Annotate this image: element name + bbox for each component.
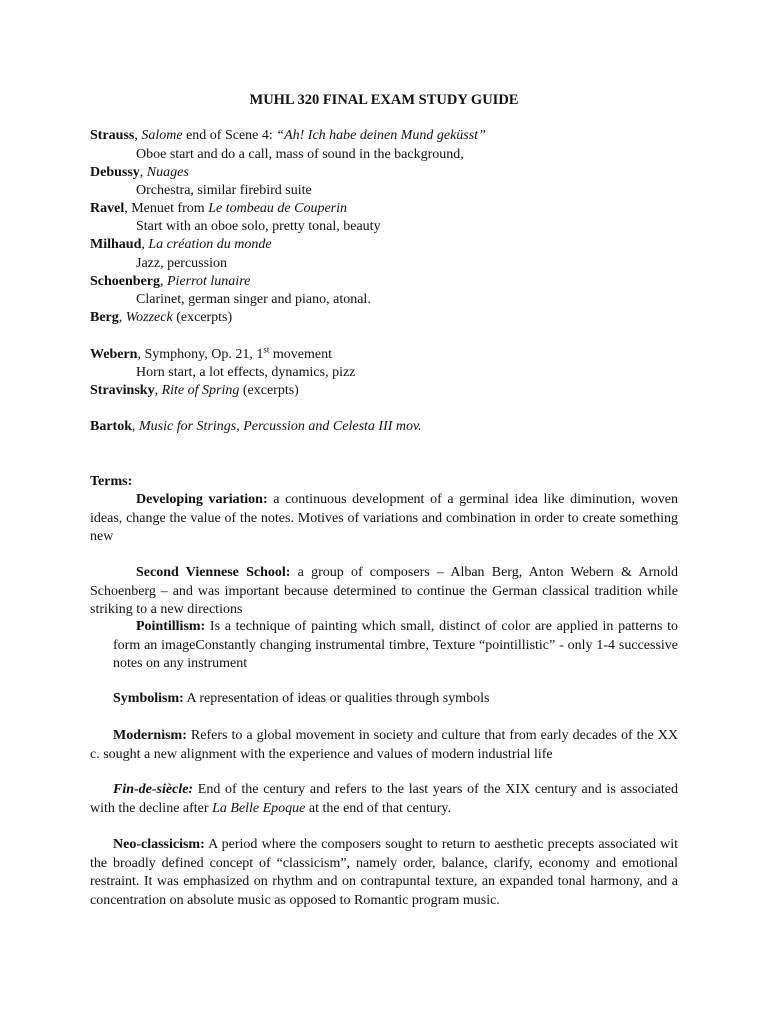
composer-name: Berg xyxy=(90,310,119,325)
work-note: Horn start, a lot effects, dynamics, pizz xyxy=(136,365,356,380)
work-quote: “Ah! Ich habe deinen Mund geküsst” xyxy=(276,128,486,143)
term-definition: a continuous development of a germinal idea like diminution, woven ideas, change the value of the notes. Motives of variations and combination in order to create something new xyxy=(90,492,679,544)
work-entry-strauss: Strauss, Salome end of Scene 4: “Ah! Ich habe deinen Mund geküsst” xyxy=(90,128,486,143)
work-title: Nuages xyxy=(146,165,189,180)
work-title: Wozzeck xyxy=(125,310,173,325)
composer-name: Ravel xyxy=(90,201,125,216)
composer-name: Debussy xyxy=(90,165,140,180)
work-entry-stravinsky: Stravinsky, Rite of Spring (excerpts) xyxy=(90,383,299,398)
work-entry-berg: Berg, Wozzeck (excerpts) xyxy=(90,310,233,325)
terms-heading: Terms: xyxy=(90,474,133,489)
work-title: Pierrot lunaire xyxy=(167,274,251,289)
term-definition: End of the century and refers to the last years of the XIX century and is associated with the decline after xyxy=(90,782,678,816)
term-label: Neo-classicism: xyxy=(113,837,205,852)
work-title: La création du monde xyxy=(148,237,272,252)
work-entry-debussy: Debussy, Nuages xyxy=(90,165,189,180)
term-definition: Refers to a global movement in society and culture that from early decades of the XX c. sought a new alignment with the experience and values of modern industrial life xyxy=(90,728,678,762)
composer-name: Bartok xyxy=(90,419,132,434)
composer-name: Schoenberg xyxy=(90,274,160,289)
term-pointillism xyxy=(113,618,678,674)
work-title: Music for Strings, Percussion and Celesta III mov. xyxy=(139,419,422,434)
work-entry-webern: Webern, Symphony, Op. 21, 1st movement xyxy=(90,344,332,362)
term-label: Developing variation: xyxy=(136,492,268,507)
work-note: Start with an oboe solo, pretty tonal, beauty xyxy=(136,219,381,234)
term-second-viennese-school xyxy=(90,564,678,620)
work-entry-bartok: Bartok, Music for Strings, Percussion and Celesta III mov. xyxy=(90,419,422,434)
term-label: Modernism: xyxy=(113,728,187,743)
work-entry-ravel: Ravel, Menuet from Le tombeau de Couperin xyxy=(90,201,348,216)
term-label: Second Viennese School: xyxy=(136,565,291,580)
term-developing-variation xyxy=(90,491,678,547)
term-definition: Is a technique of painting which small, distinct of color are applied in patterns to form an imageConstantly changing instrumental timbre, Texture “pointillistic” - only 1-4 successive notes on any instrument xyxy=(113,619,678,671)
work-note: Jazz, percussion xyxy=(136,256,227,271)
term-label: Symbolism: xyxy=(113,691,184,706)
term-label: Pointillism: xyxy=(136,619,206,634)
term-definition: A representation of ideas or qualities through symbols xyxy=(183,691,490,706)
composer-name: Strauss xyxy=(90,128,135,143)
term-definition: a group of composers – Alban Berg, Anton Webern & Arnold Schoenberg – and was important because determined to continue the German classical tradition while striking to a new directions xyxy=(90,565,678,617)
composer-name: Webern xyxy=(90,347,138,362)
work-title: Rite of Spring xyxy=(161,383,240,398)
work-entry-schoenberg: Schoenberg, Pierrot lunaire xyxy=(90,274,251,289)
term-fin-de-siecle: Fin-de-siècle: End of the century and refers to the last years of the XIX century and is associated with the decline after La Belle Epoque at the end of that century. xyxy=(90,782,678,816)
term-modernism xyxy=(90,727,678,764)
work-note: Orchestra, similar firebird suite xyxy=(136,183,312,198)
term-label: Fin-de-siècle: xyxy=(113,782,194,797)
term-definition: A period where the composers sought to return to aesthetic precepts associated wit the broadly defined concept of “classicism”, namely order, balance, clarify, economy and emotional restraint. It was emphasized on rhythm and on contrapuntal texture, an expanded tonal harmony, and a concentration on absolute music as opposed to Romantic program music. xyxy=(90,837,678,908)
work-note: Clarinet, german singer and piano, atonal. xyxy=(136,292,371,307)
term-neo-classicism xyxy=(90,836,678,910)
work-title: Salome xyxy=(141,128,183,143)
composer-name: Stravinsky xyxy=(90,383,155,398)
work-title: Le tombeau de Couperin xyxy=(208,201,348,216)
term-symbolism xyxy=(90,690,678,709)
work-note: Oboe start and do a call, mass of sound in the background, xyxy=(136,147,464,162)
work-entry-milhaud: Milhaud, La création du monde xyxy=(90,237,272,252)
composer-name: Milhaud xyxy=(90,237,142,252)
document-title: MUHL 320 FINAL EXAM STUDY GUIDE xyxy=(249,92,519,108)
